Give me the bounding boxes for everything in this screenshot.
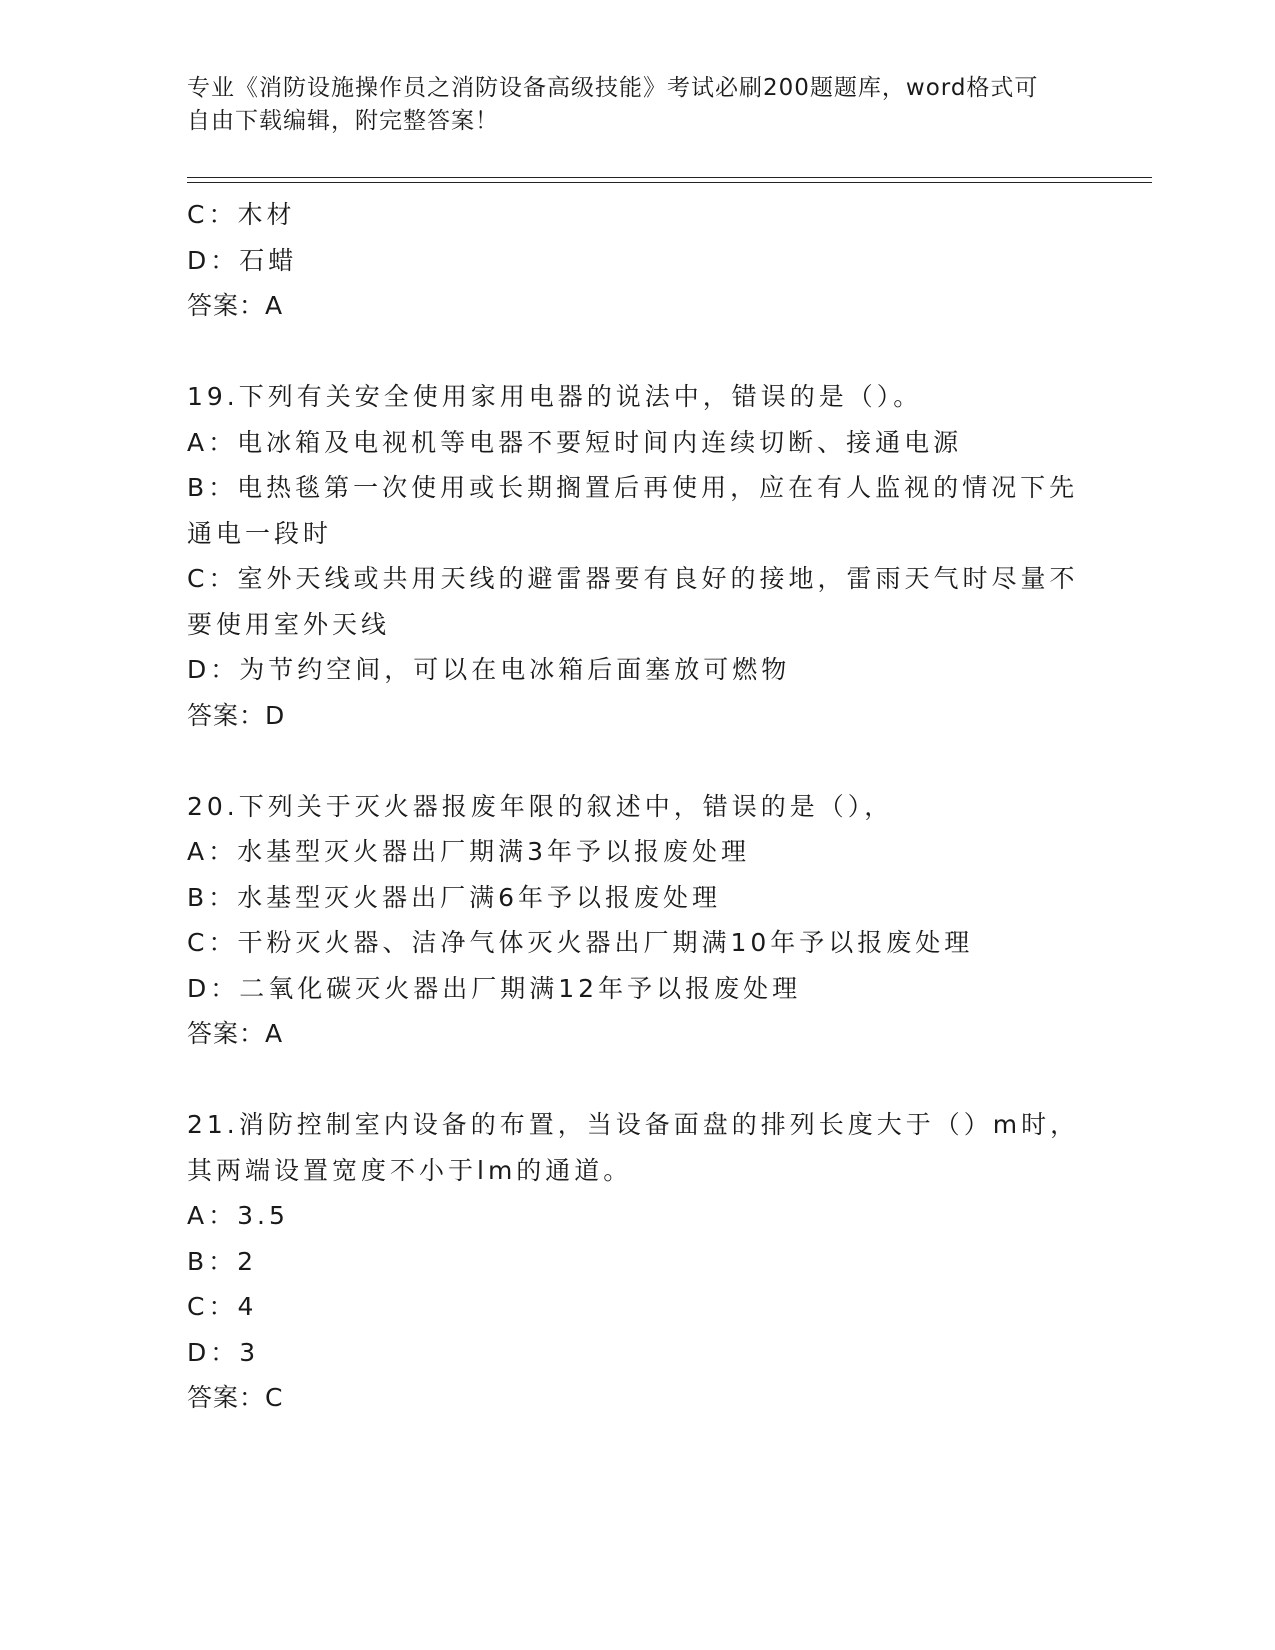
header-divider-bottom [187,182,1152,183]
question-list [187,192,1087,1421]
header-divider-top [187,177,1152,178]
option-b: B：水基型灭火器出厂满6年予以报废处理 [187,882,722,912]
answer: 答案：C [187,1383,284,1412]
option-c: C：木材 [187,200,296,229]
option-d: D：3 [187,1337,260,1367]
header-line-1: 专业《消防设施操作员之消防设备高级技能》考试必刷200题题库，word格式可 [187,75,1039,101]
option-b: B：2 [187,1246,258,1276]
question-stem-continued: 其两端设置宽度不小于lm的通道。 [187,1155,633,1185]
question-19 [187,374,1087,738]
option-c-continued: 要使用室外天线 [187,609,391,639]
option-d: D：为节约空间，可以在电冰箱后面塞放可燃物 [187,655,791,684]
question-stem: 21.消防控制室内设备的布置，当设备面盘的排列长度大于（）m时， [187,1110,1080,1139]
option-d: D：二氧化碳灭火器出厂期满12年予以报废处理 [187,973,802,1003]
question-21 [187,1102,1087,1421]
answer: 答案：A [187,1019,284,1048]
option-a: A：水基型灭火器出厂期满3年予以报废处理 [187,837,751,866]
question-20 [187,784,1087,1057]
option-a: A：电冰箱及电视机等电器不要短时间内连续切断、接通电源 [187,427,963,457]
option-c: C：干粉灭火器、洁净气体灭火器出厂期满10年予以报废处理 [187,928,974,957]
spacer [187,1057,1087,1103]
spacer [187,329,1087,375]
answer: 答案：A [187,291,284,320]
option-d: D：石蜡 [187,245,298,275]
answer: 答案：D [187,700,286,730]
option-b-continued: 通电一段时 [187,518,333,548]
option-b: B：电热毯第一次使用或长期搁置后再使用，应在有人监视的情况下先 [187,473,1079,502]
header-line-2: 自由下载编辑，附完整答案！ [187,108,499,134]
option-c: C：室外天线或共用天线的避雷器要有良好的接地，雷雨天气时尽量不 [187,564,1079,593]
spacer [187,738,1087,784]
option-a: A：3.5 [187,1201,289,1230]
document-header [187,72,1067,138]
option-c: C：4 [187,1292,258,1321]
question-stem: 20.下列关于灭火器报废年限的叙述中，错误的是（）， [187,791,894,821]
question-18-tail [187,192,1087,329]
question-stem: 19.下列有关安全使用家用电器的说法中，错误的是（）。 [187,382,923,411]
